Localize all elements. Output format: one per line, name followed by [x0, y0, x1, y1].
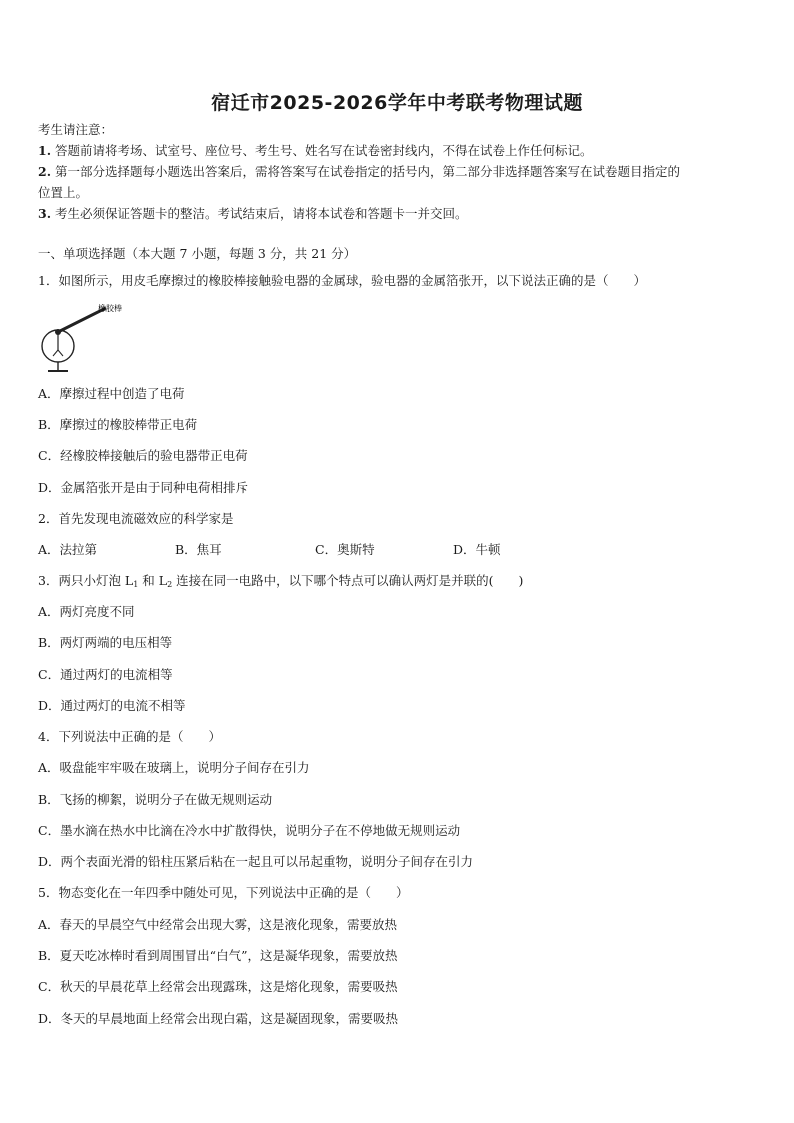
notice-item: 3. 考生必须保证答题卡的整洁。考试结束后，请将本试卷和答题卡一并交回。 [38, 206, 468, 221]
option: C．经橡胶棒接触后的验电器带正电荷 [38, 448, 248, 463]
electroscope-figure [36, 300, 126, 378]
notice-item: 1. 答题前请将考场、试室号、座位号、考生号、姓名写在试卷密封线内，不得在试卷上作任何标记。 [38, 143, 593, 158]
option: B．摩擦过的橡胶棒带正电荷 [38, 417, 198, 432]
option: B．焦耳 [175, 542, 222, 557]
question-stem-3: 3．两只小灯泡 $L_1$ 和 $L_2$ 连接在同一电路中，以下哪个特点可以确认两灯是并联的( ) [38, 573, 524, 589]
option: D．两个表面光滑的铅柱压紧后粘在一起且可以吊起重物，说明分子间存在引力 [38, 854, 474, 869]
notice-heading: 考生请注意： [38, 122, 114, 137]
option: A．春天的早晨空气中经常会出现大雾，这是液化现象，需要放热 [38, 917, 398, 932]
option: C．墨水滴在热水中比滴在冷水中扩散得快，说明分子在不停地做无规则运动 [38, 823, 461, 838]
metal-foil [53, 350, 58, 356]
question-stem-2: 2．首先发现电流磁效应的科学家是 [38, 511, 234, 526]
option: C．奥斯特 [315, 542, 375, 557]
option: A．两灯亮度不同 [38, 604, 135, 619]
option: C．秋天的早晨花草上经常会出现露珠，这是熔化现象，需要吸热 [38, 979, 398, 994]
option: D．通过两灯的电流不相等 [38, 698, 186, 713]
option: D．金属箔张开是由于同种电荷相排斥 [38, 480, 249, 495]
option: A．法拉第 [38, 542, 98, 557]
option: A．摩擦过程中创造了电荷 [38, 386, 185, 401]
question-stem-5: 5．物态变化在一年四季中随处可见，下列说法中正确的是（ ） [38, 885, 409, 900]
metal-foil [58, 350, 63, 356]
option: B．飞扬的柳絮，说明分子在做无规则运动 [38, 792, 273, 807]
notice-item: 位置上。 [38, 185, 89, 200]
option: D．冬天的早晨地面上经常会出现白霜，这是凝固现象，需要吸热 [38, 1011, 399, 1026]
rod-label: 橡胶棒 [98, 304, 122, 313]
page-title: 宿迁市2025-2026学年中考联考物理试题 [211, 92, 583, 114]
question-stem-1: 1．如图所示，用皮毛摩擦过的橡胶棒接触验电器的金属球，验电器的金属箔张开，以下说法正确的是（ ） [38, 273, 646, 288]
option: A．吸盘能牢牢吸在玻璃上，说明分子间存在引力 [38, 760, 310, 775]
option: B．夏天吃冰棒时看到周围冒出“白气”，这是凝华现象，需要放热 [38, 948, 398, 963]
question-stem-4: 4．下列说法中正确的是（ ） [38, 729, 221, 744]
notice-item: 2. 第一部分选择题每小题选出答案后，需将答案写在试卷指定的括号内，第二部分非选择题答案写在试卷题目指定的 [38, 164, 681, 179]
option: B．两灯两端的电压相等 [38, 635, 173, 650]
option: D．牛顿 [453, 542, 501, 557]
option: C．通过两灯的电流相等 [38, 667, 173, 682]
section-heading: 一、单项选择题（本大题 7 小题，每题 3 分，共 21 分） [38, 246, 357, 261]
